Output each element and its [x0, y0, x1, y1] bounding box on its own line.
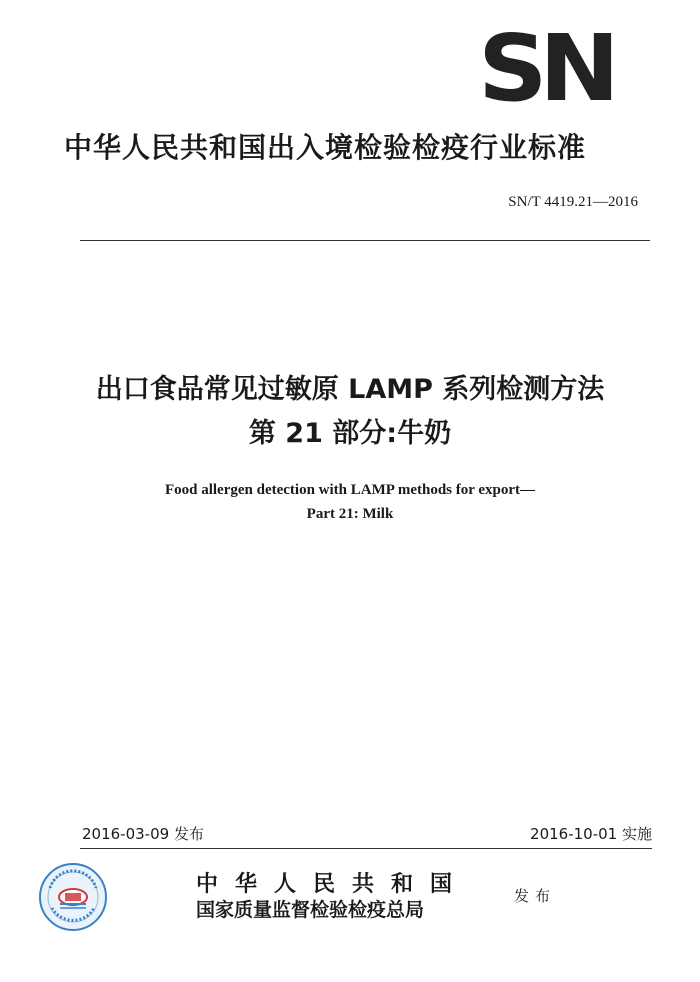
title-english-line2: Part 21: Milk	[306, 506, 394, 522]
implementation-date: 2016-10-01 实施	[530, 825, 652, 843]
standard-number: SN/T 4419.21—2016	[508, 194, 638, 210]
anti-counterfeit-seal-icon	[38, 862, 108, 932]
industry-standard-title: 中华人民共和国出入境检验检疫行业标准	[64, 131, 587, 164]
issuer-line2: 国家质量监督检验检疫总局	[196, 899, 425, 921]
sn-logo: SN	[478, 15, 612, 122]
issue-date: 2016-03-09 发布	[82, 825, 204, 843]
bottom-divider	[80, 848, 652, 849]
publish-label: 发布	[514, 887, 557, 905]
issuer-line1: 中华人民共和国	[196, 872, 470, 897]
title-chinese-line1: 出口食品常见过敏原 LAMP 系列检测方法	[95, 374, 605, 405]
title-english-line1: Food allergen detection with LAMP methods for export—	[164, 482, 536, 498]
top-divider	[80, 240, 650, 241]
title-chinese-line2: 第 21 部分:牛奶	[248, 418, 452, 449]
